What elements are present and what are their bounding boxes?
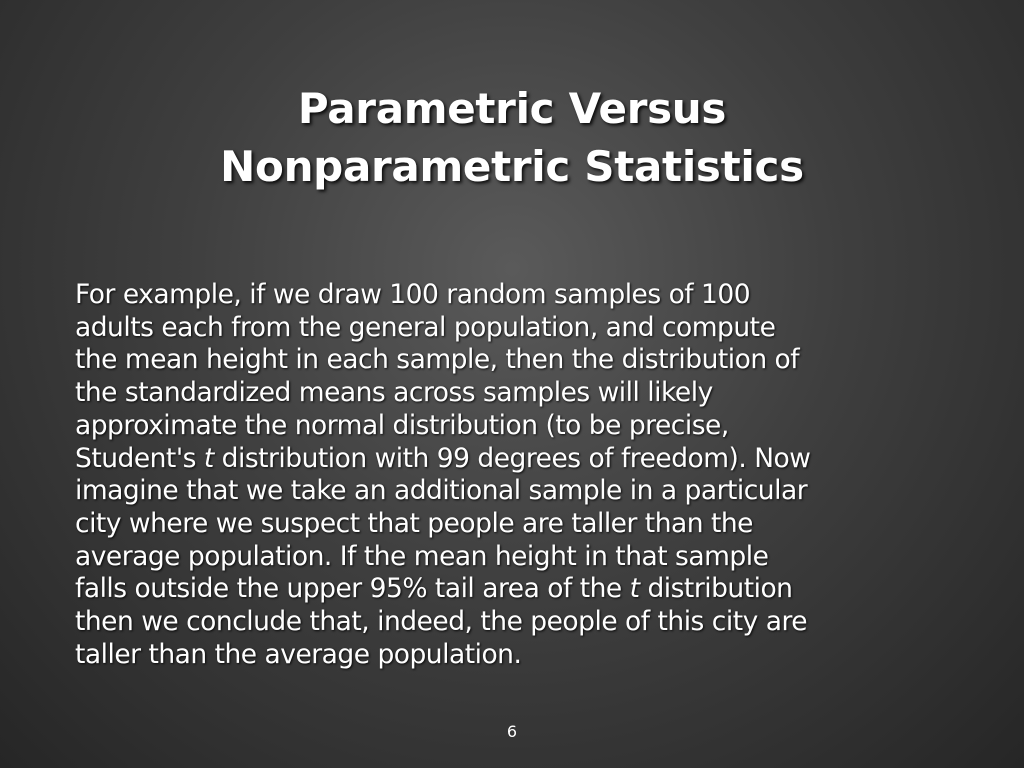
body-line: For example, if we draw 100 random samples of 100 (75, 279, 751, 310)
body-line: average population. If the mean height in that sample (75, 540, 769, 572)
slide-title-line-1: Parametric Versus (297, 84, 727, 133)
body-line: falls outside the upper 95% tail area of the t distribution (75, 573, 793, 605)
body-line: imagine that we take an additional sample in a particular (75, 475, 808, 507)
body-line: the mean height in each sample, then the distribution of (75, 344, 800, 376)
italic-t: t (203, 442, 214, 474)
slide-body-text (75, 279, 955, 671)
page-number: 6 (506, 722, 518, 741)
slide-title (0, 80, 1024, 196)
body-line: adults each from the general population, and compute (75, 311, 776, 343)
body-line: city where we suspect that people are taller than the (75, 507, 753, 539)
body-line: Student's t distribution with 99 degrees of freedom). Now (75, 442, 811, 474)
body-line: the standardized means across samples will likely (75, 377, 713, 409)
italic-t: t (629, 573, 640, 605)
body-line: then we conclude that, indeed, the people of this city are (75, 606, 808, 638)
slide-title-line-2: Nonparametric Statistics (220, 142, 804, 191)
body-line: taller than the average population. (75, 638, 522, 670)
body-line: approximate the normal distribution (to be precise, (75, 409, 729, 441)
